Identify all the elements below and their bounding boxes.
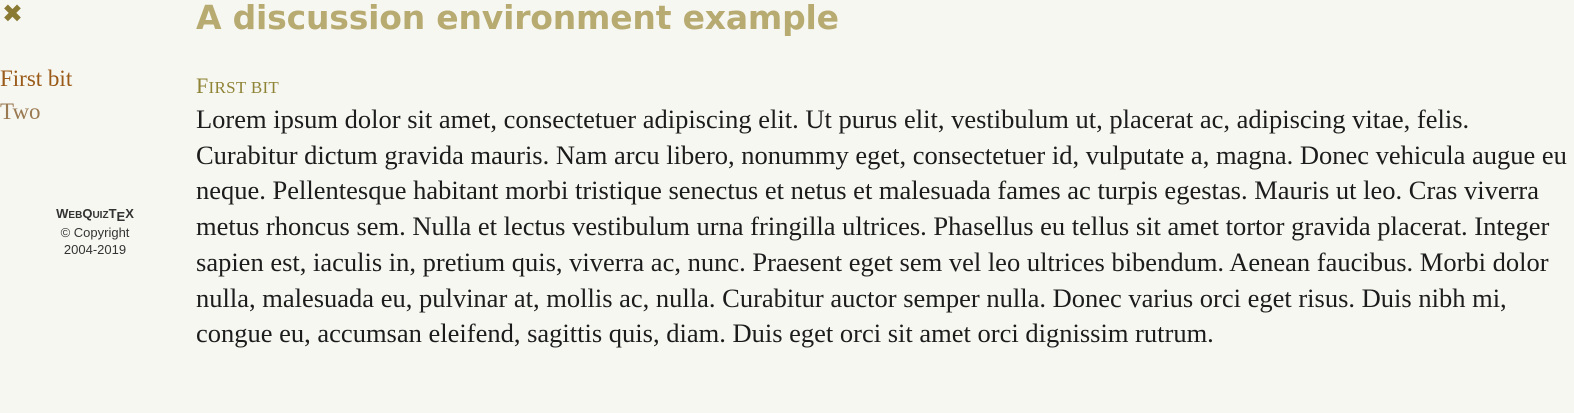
logo-eb: EB [68,210,83,221]
logo-uiz: UIZ [92,210,109,221]
sidebar-item-two[interactable]: Two [0,99,41,124]
page-title: A discussion environment example [196,0,839,37]
section-heading-initial: F [196,73,209,98]
logo-t: T [108,206,117,221]
sidebar-item-first-bit[interactable]: First bit [0,66,73,91]
discussion-paragraph: Lorem ipsum dolor sit amet, consectetuer adipiscing elit. Ut purus elit, vestibulum ut, placerat ac, adipiscing vitae, felis. Curabitur dictum gravida mauris. Nam arcu libero, nonummy eget, consectetuer id, vulputate a, magna. Donec vehicula augue eu neque. Pellentesque habitant morbi tristique senectus et netus et malesuada fames ac turpis egestas. Mauris ut leo. Cras viverra metus rhoncus sem. Nulla et lectus vestibulum urna fringilla ultrices. Phasellus eu tellus sit amet tortor gravida placerat. Integer sapien est, iaculis in, pretium quis, viverra ac, nunc. Praesent eget sem vel leo ultrices bibendum. Aenean faucibus. Morbi dolor nulla, malesuada eu, pulvinar at, mollis ac, nulla. Curabitur auctor semper nulla. Donec varius orci eget risus. Duis nibh mi, congue eu, accumsan eleifend, sagittis quis, diam. Duis eget orci sit amet orci dignissim rutrum. [196,104,1567,349]
close-icon[interactable]: ✖ [2,0,23,28]
logo-q: Q [82,206,93,221]
section-heading [196,74,1574,100]
sidebar-footer [0,205,190,258]
logo-x: X [125,206,134,221]
main-content [196,0,1574,413]
copyright-years: 2004-2019 [63,242,127,257]
section-heading-rest: IRST BIT [208,78,280,97]
logo-w: W [56,206,69,221]
webquiztex-logo [0,205,190,224]
sidebar [0,0,190,413]
logo-e: E [116,209,126,224]
copyright-text: © Copyright [60,225,130,240]
sidebar-nav [0,62,190,128]
